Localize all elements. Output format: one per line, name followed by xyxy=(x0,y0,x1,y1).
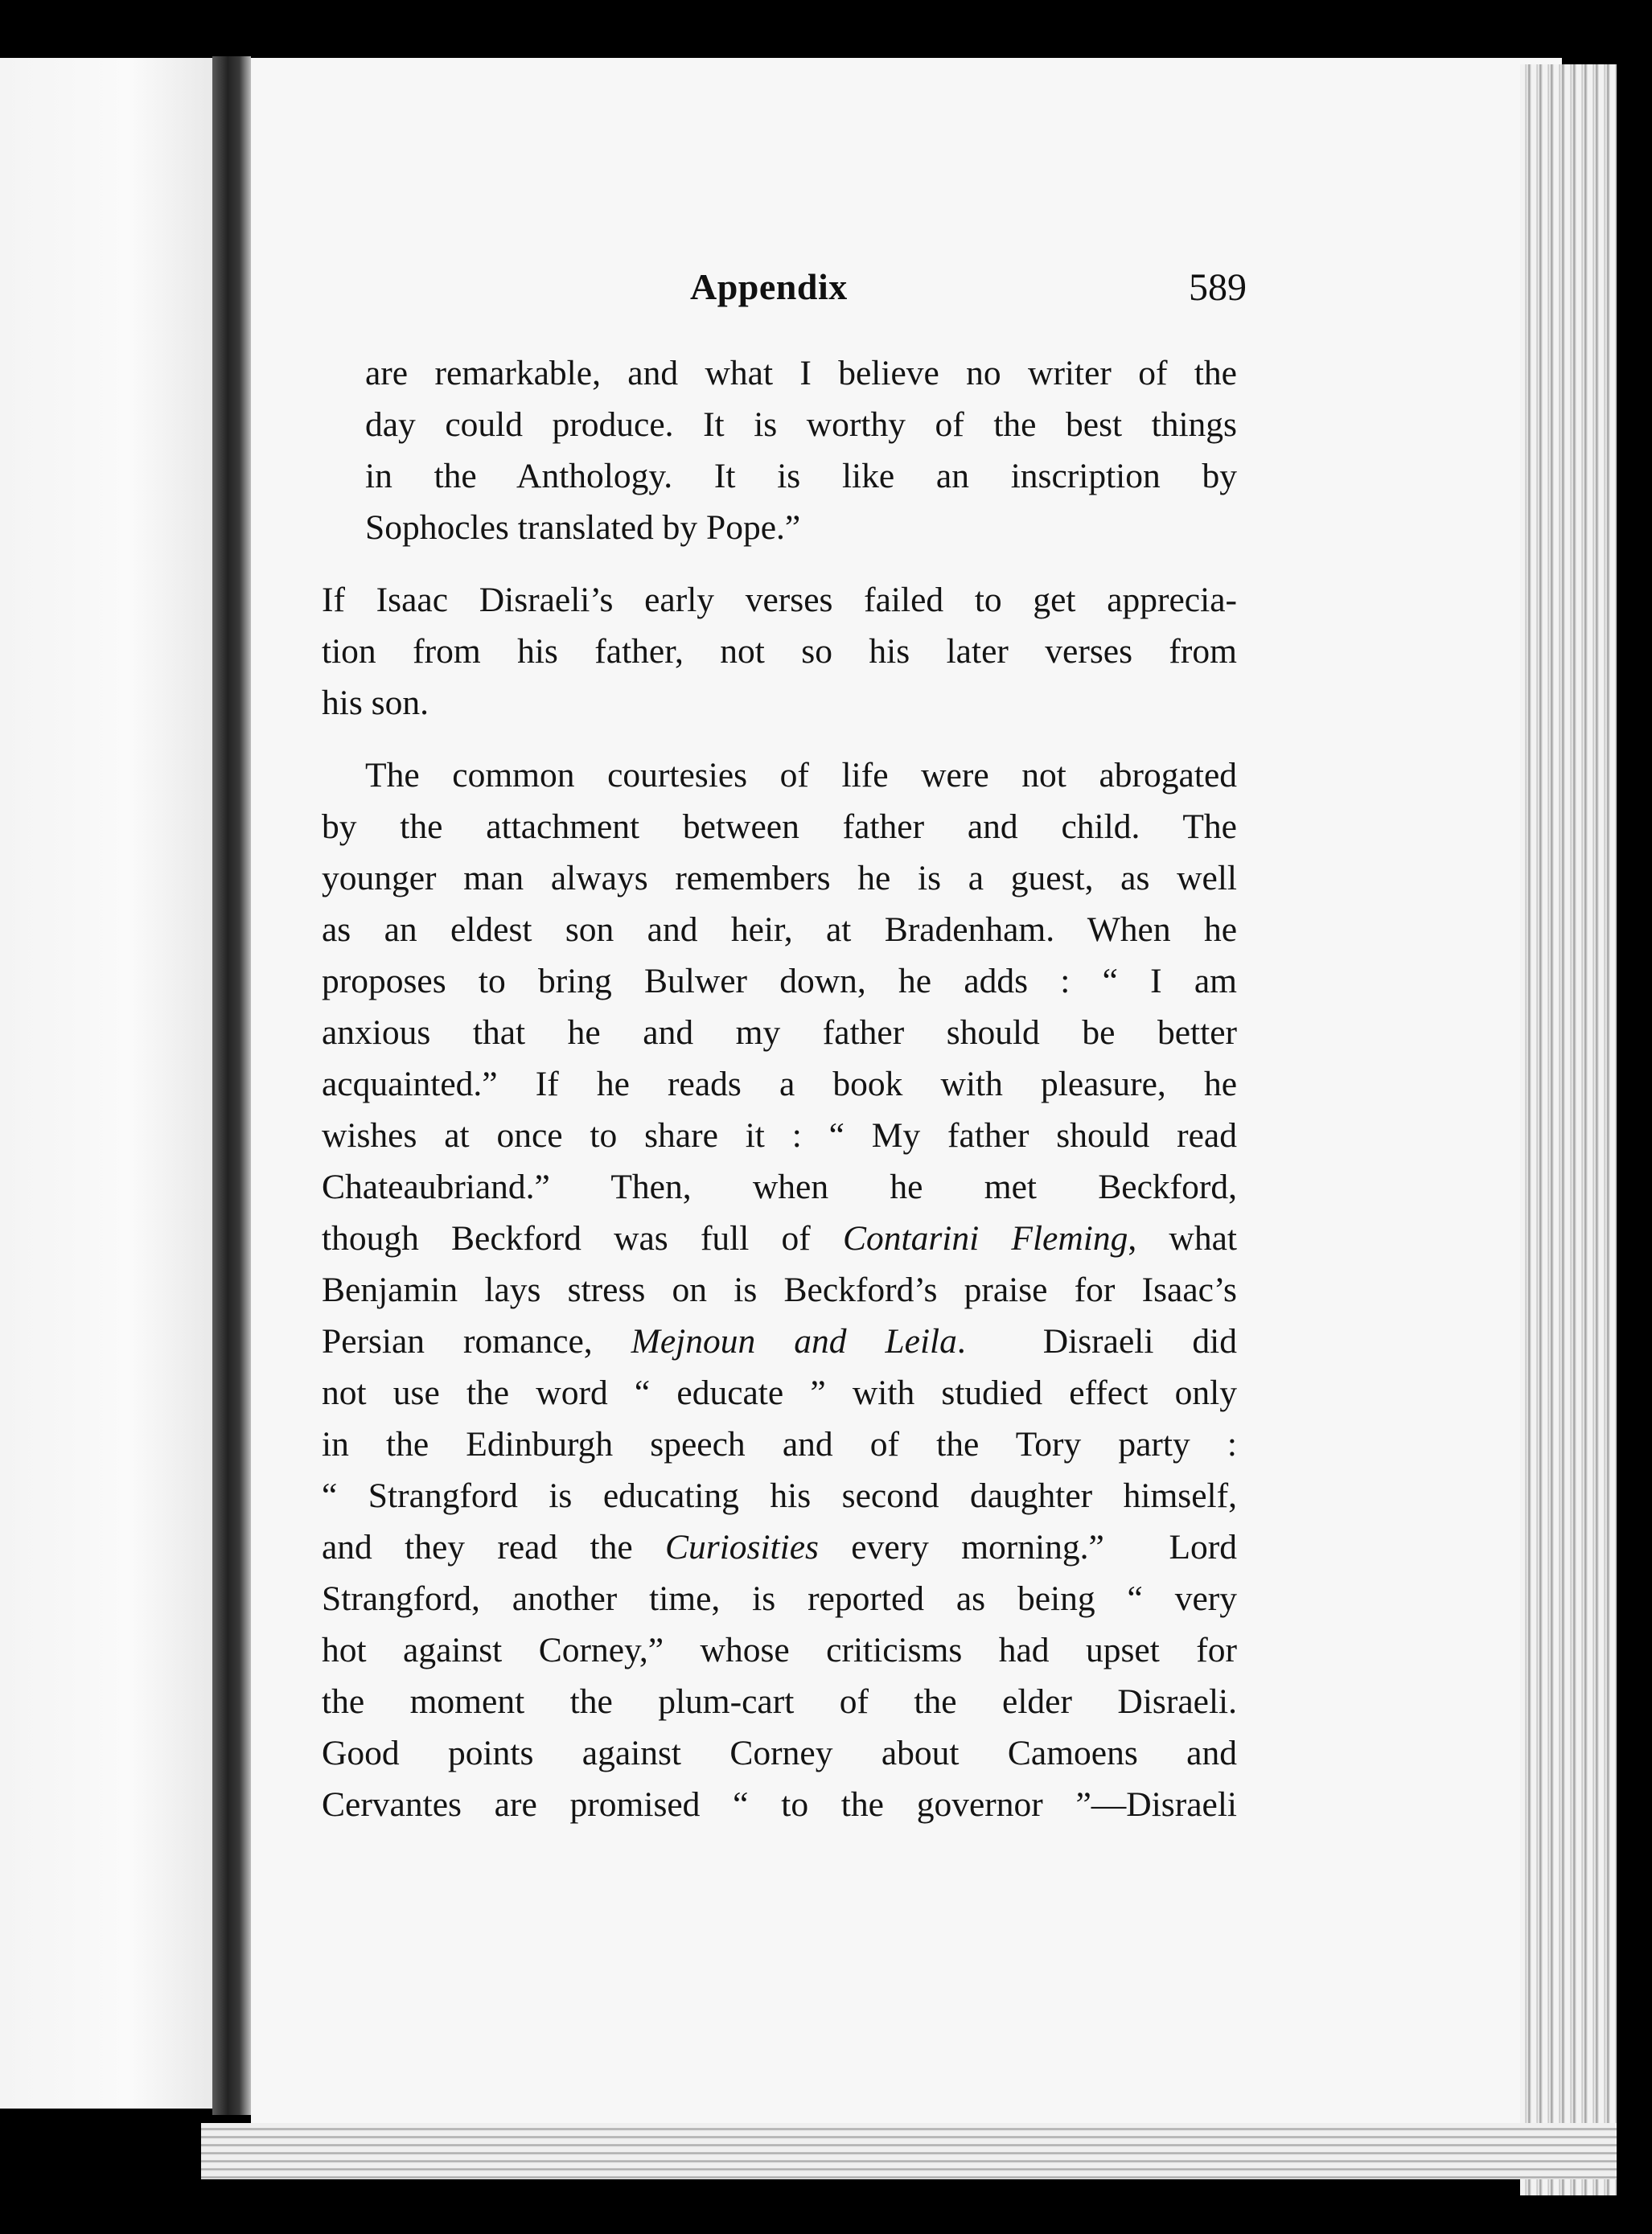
facing-page-edge xyxy=(0,58,217,2109)
text-line: Benjamin lays stress on is Beckford’s praise for Isaac’s xyxy=(322,1271,1237,1309)
paragraph xyxy=(322,574,1237,729)
quote-line: day could produce. It is worthy of the best things xyxy=(365,405,1237,444)
quote-line: are remarkable, and what I believe no writer of the xyxy=(365,354,1237,392)
text-line: the moment the plum-cart of the elder Disraeli. xyxy=(322,1682,1237,1721)
text-line xyxy=(322,1316,1237,1367)
text-line: younger man always remembers he is a guest, as well xyxy=(322,859,1237,897)
quote-block xyxy=(322,347,1237,553)
paragraph-gap xyxy=(322,553,1237,574)
text-line: by the attachment between father and child. The xyxy=(322,807,1237,846)
page-stack-edges xyxy=(1520,64,1617,2195)
text-line: his son. xyxy=(322,684,429,722)
text-run: every morning.” Lord xyxy=(818,1528,1237,1567)
paragraph xyxy=(322,749,1237,1830)
text-line: Strangford, another time, is reported as being “ very xyxy=(322,1579,1237,1618)
text-line xyxy=(322,1522,1237,1573)
book-title-mejnoun-and-leila: Mejnoun and Leila xyxy=(631,1322,957,1361)
text-line: wishes at once to share it : “ My father should read xyxy=(322,1116,1237,1155)
quote-line: Sophocles translated by Pope.” xyxy=(365,508,801,547)
text-line: If Isaac Disraeli’s early verses failed to get apprecia- xyxy=(322,581,1237,619)
page-header xyxy=(322,265,1247,322)
text-line: not use the word “ educate ” with studied effect only xyxy=(322,1374,1237,1412)
text-line: hot against Corney,” whose criticisms had upset for xyxy=(322,1631,1237,1669)
text-run: . Disraeli did xyxy=(956,1322,1237,1361)
text-line: anxious that he and my father should be better xyxy=(322,1013,1237,1052)
text-line: proposes to bring Bulwer down, he adds : “ I am xyxy=(322,962,1237,1000)
text-line: tion from his father, not so his later verses from xyxy=(322,632,1237,671)
text-line: Chateaubriand.” Then, when he met Beckford, xyxy=(322,1168,1237,1206)
book-title-contarini-fleming: Contarini Fleming xyxy=(842,1219,1128,1258)
paragraph-gap xyxy=(322,729,1237,749)
book-gutter xyxy=(212,56,251,2115)
text-line: Cervantes are promised “ to the governor ”—Disraeli xyxy=(322,1785,1237,1824)
page-number: 589 xyxy=(1189,266,1247,309)
text-run: Persian romance, xyxy=(322,1322,631,1361)
text-line: Good points against Corney about Camoens and xyxy=(322,1734,1237,1772)
text-run: though Beckford was full of xyxy=(322,1219,843,1258)
page-stack-bottom xyxy=(201,2123,1617,2179)
text-line: “ Strangford is educating his second daughter himself, xyxy=(322,1476,1237,1515)
text-line xyxy=(322,1213,1237,1264)
text-run: , what xyxy=(1128,1219,1237,1258)
text-line: acquainted.” If he reads a book with pleasure, he xyxy=(322,1065,1237,1103)
quote-line: in the Anthology. It is like an inscription by xyxy=(365,457,1237,495)
running-title: Appendix xyxy=(690,266,848,307)
text-line: The common courtesies of life were not abrogated xyxy=(365,756,1237,795)
book-title-curiosities: Curiosities xyxy=(665,1528,819,1567)
text-line: as an eldest son and heir, at Bradenham. When he xyxy=(322,910,1237,949)
body-text xyxy=(322,347,1237,1830)
text-line: in the Edinburgh speech and of the Tory party : xyxy=(322,1425,1237,1464)
text-run: and they read the xyxy=(322,1528,665,1567)
